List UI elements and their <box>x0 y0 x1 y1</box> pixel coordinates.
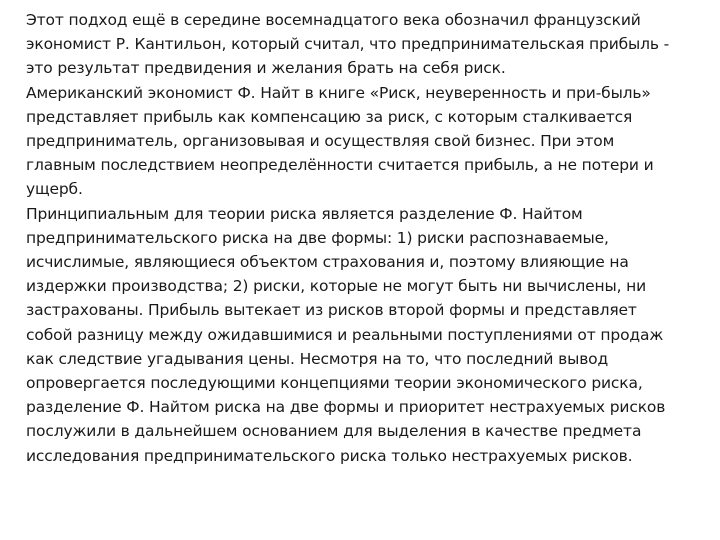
text-line: предпринимательского риска на две формы: 1) риски распознаваемые, <box>26 228 609 247</box>
text-line: главным последствием неопределённости считается прибыль, а не потери и <box>26 156 654 175</box>
text-line: исчислимые, являющиеся объектом страхования и, поэтому влияющие на <box>26 253 629 272</box>
text-line: Принципиальным для теории риска является разделение Ф. Найтом <box>26 204 583 223</box>
text-line: предприниматель, организовывая и осуществляя свой бизнес. При этом <box>26 132 615 151</box>
text-line: Этот подход ещё в середине восемнадцатого века обозначил французский <box>26 11 641 29</box>
text-line: разделение Ф. Найтом риска на две формы и приоритет нестрахуемых рисков <box>26 398 666 417</box>
text-line: это результат предвидения и желания брать на себя риск. <box>26 59 506 78</box>
text-line: послужили в дальнейшем основанием для выделения в качестве предмета <box>26 422 642 441</box>
text-line: экономист Р. Кантильон, который считал, что предпринимательская прибыль - <box>26 35 670 54</box>
text-line: опровергается последующими концепциями теории экономического риска, <box>26 374 643 393</box>
text-line: исследования предпринимательского риска только нестрахуемых рисков. <box>26 446 633 465</box>
text-line: Американский экономист Ф. Найт в книге «Риск, неуверенность и при-быль» <box>26 83 651 102</box>
document-text <box>26 8 702 468</box>
text-line: представляет прибыль как компенсацию за риск, с которым сталкивается <box>26 107 633 126</box>
text-line: застрахованы. Прибыль вытекает из рисков второй формы и представляет <box>26 301 637 320</box>
text-line: собой разницу между ожидавшимися и реальными поступлениями от продаж <box>26 325 664 344</box>
text-line: ущерб. <box>26 180 83 199</box>
text-line: как следствие угадывания цены. Несмотря на то, что последний вывод <box>26 349 609 368</box>
text-line: издержки производства; 2) риски, которые не могут быть ни вычислены, ни <box>26 277 647 296</box>
